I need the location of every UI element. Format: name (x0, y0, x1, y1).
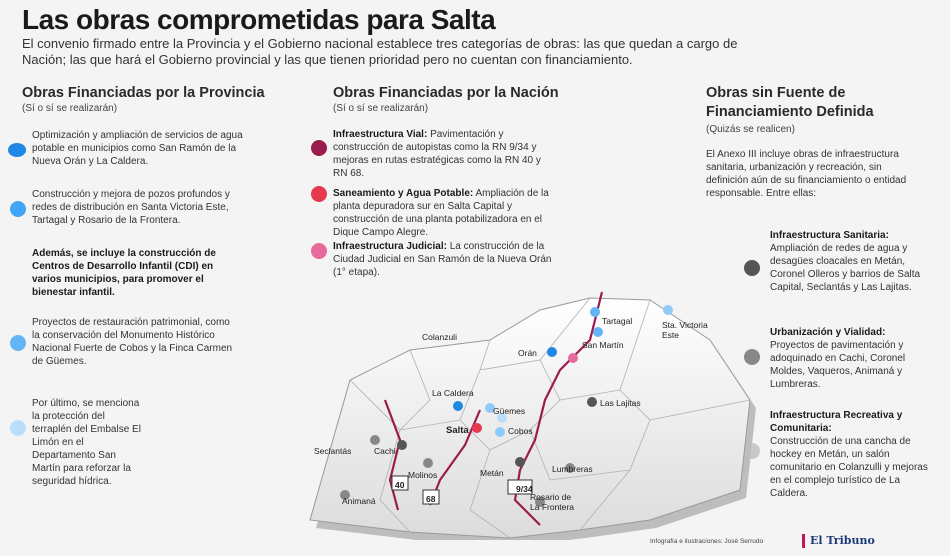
col2-item-text: La construcción de la Ciudad Judicial en San Ramón de la Nueva Orán (1° etapa). (333, 241, 552, 278)
col3-note: (Quizás se realicen) (706, 124, 795, 135)
col3-item-text: Proyectos de pavimentación y adoquinado en Cachi, Coronel Moldes, Vaqueros, Animaná y Lumbreras. (770, 340, 906, 390)
salta-map (290, 280, 765, 540)
col2-item (333, 128, 558, 180)
col3-item (770, 409, 935, 500)
route-label: 40 (395, 480, 405, 490)
town-label: Animaná (342, 496, 376, 506)
col2-item (333, 240, 563, 279)
town-label: Seclantás (314, 446, 352, 456)
col2-item-text: Ampliación de la planta depuradora sur en Salta Capital y construcción de una planta potabilizadora en el Dique Campo Alegre. (333, 188, 549, 238)
bullet-dot (744, 260, 760, 276)
col2-item (333, 187, 563, 239)
col2-item-text: Pavimentación y construcción de autopistas como la RN 9/34 y mejoras en rutas estratégicas como la RN 40 y RN 68. (333, 129, 541, 179)
col2-heading: Obras Financiadas por la Nación (333, 85, 559, 101)
town-label: Molinos (408, 470, 438, 480)
col3-item (770, 229, 930, 294)
town-label: Salta (446, 425, 469, 436)
el-tribuno-logo: El Tribuno (810, 534, 875, 547)
col3-item-text: Construcción de una cancha de hockey en Metán, un salón comunitario en Colanzulli y mejoras en el complejo turístico de La Caldera. (770, 436, 928, 499)
col2-note: (Sí o sí se realizarán) (333, 103, 429, 114)
town-label: Tartagal (602, 316, 633, 326)
page-title: Las obras comprometidas para Salta (22, 4, 496, 35)
town-label: Orán (518, 348, 537, 358)
bullet-dot (8, 143, 26, 157)
col3-item-text: Ampliación de redes de agua y desagües cloacales en Metán, Coronel Olleros y barrios de Salta Capital, Seclantás y Las Lajitas. (770, 243, 921, 293)
col1-note: (Sí o sí se realizarán) (22, 103, 118, 114)
col1-heading: Obras Financiadas por la Provincia (22, 85, 265, 101)
bullet-dot (10, 335, 26, 351)
bullet-dot (10, 201, 26, 217)
town-label: Las Lajitas (600, 398, 641, 408)
col3-item-label: Infraestructura Sanitaria: (770, 230, 889, 241)
bullet-dot (311, 140, 327, 156)
town-label: Cobos (508, 426, 533, 436)
col2-item-label: Infraestructura Judicial: (333, 241, 447, 252)
page-subtitle: El convenio firmado entre la Provincia y el Gobierno nacional establece tres categorías de obras: las que quedan a cargo de Nación; las que hará el Gobierno provincial y las que tienen prioridad pero no cuentan con financiamiento. (22, 36, 738, 67)
logo-accent (802, 534, 805, 548)
town-label: Cachi (374, 446, 396, 456)
col3-item-label: Urbanización y Vialidad: (770, 327, 886, 338)
col1-item: Proyectos de restauración patrimonial, como la conservación del Monumento Histórico Nacional Fuerte de Cobos y la Finca Carmen de Güemes. (32, 317, 233, 367)
town-label: La Caldera (432, 388, 474, 398)
col2-item-label: Infraestructura Vial: (333, 129, 428, 140)
col3-heading: Obras sin Fuente de Financiamiento Definida (706, 85, 874, 120)
bullet-dot (10, 420, 26, 436)
town-label: San Martín (582, 340, 624, 350)
town-label: Colanzuli (422, 332, 457, 342)
col2-item-label: Saneamiento y Agua Potable: (333, 188, 474, 199)
col1-item: Optimización y ampliación de servicios de agua potable en municipios como San Ramón de la Nueva Orán y La Caldera. (32, 130, 243, 167)
bullet-dot (311, 186, 327, 202)
col1-item: Además, se incluye la construcción de Centros de Desarrollo Infantil (CDI) en varios municipios, para promover el bienestar infantil. (32, 248, 216, 298)
route-label: 9/34 (516, 484, 533, 494)
col3-item (770, 326, 930, 391)
town-label: Güemes (493, 406, 526, 416)
col1-item: Por último, se menciona la protección del terraplén del Embalse El Limón en el Departamento San Martín para reforzar la seguridad hídrica. (32, 398, 141, 487)
col1-item: Construcción y mejora de pozos profundos y redes de distribución en Santa Victoria Este, Tartagal y Rosario de la Frontera. (32, 189, 230, 226)
town-label: Lumbreras (552, 464, 593, 474)
bullet-dot (311, 243, 327, 259)
credit-line: Infografía e ilustraciones: José Serrudo (650, 538, 764, 545)
town-label: Rosario de La Frontera (530, 492, 574, 512)
col3-intro: El Anexo III incluye obras de infraestructura sanitaria, urbanización y recreación, sin definición aún de su financiamiento o entidad responsable. Entre ellas: (706, 149, 907, 199)
town-label: Sta. Victoria Este (662, 320, 708, 340)
route-label: 68 (426, 494, 436, 504)
town-label: Metán (480, 468, 504, 478)
col3-item-label: Infraestructura Recreativa y Comunitaria: (770, 410, 903, 434)
